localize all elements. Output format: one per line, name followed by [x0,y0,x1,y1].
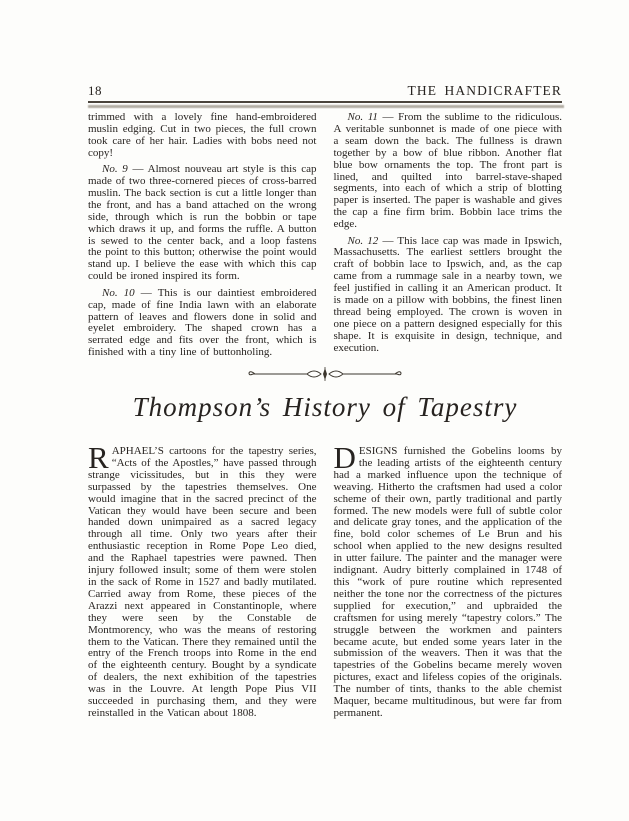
article-left-column [88,440,317,724]
caps-left-column [88,112,317,364]
item-number: No. 12 [347,234,379,247]
caps-article-continuation [88,112,562,364]
item-number: No. 9 [102,163,128,176]
running-header [88,83,562,99]
paragraph-no-12 [334,236,563,355]
paragraph-text: — Almost nouveau art style is this cap made of two three-cornered pieces of cross-barred muslin. The back section is cut a little longer than the front, and has a band attached on the wrong side, through which is run the bobbin or tape which draws it up, and forms the ruffle. A button is sewed to the center back, and a loop fastens the point to this button; otherwise the point would stand up. I believe the ease with which this cap could be ironed inspired its form. [88,163,317,283]
item-number: No. 10 [102,286,135,299]
section-divider [88,366,562,387]
journal-masthead: THE HANDICRAFTER [407,83,562,98]
paragraph-text: ESIGNS furnished the Gobelins looms by the leading artists of the eighteenth century had a marked influence upon the technique of weaving. Hitherto the craftsmen had used a color scheme of their own, partly traditional and partly formed. The new models were full of subtle color and delicate gray tones, and the application of the fine, bold color schemes of Le Brun and his school when applied to the new designs resulted in utter failure. The painter and the manager were indignant. Audry bitterly complained in 1748 of this “work of pure routine which represented neither the tone nor the correctness of the pictures supplied for execution,” and upbraided the craftsmen for using merely “tapestry colors.” The struggle between the workmen and painters became acute, but ended some years later in the submission of the weavers. Then it was that the tapestries of the Gobelins became merely woven pictures, exact and lifeless copies of the originals. The number of tints, thanks to the able chemist Maquer, became multitudinous, but were far from permanent. [333,445,562,719]
paragraph-text: — This is our daintiest embroidered cap, made of fine India lawn with an elaborate pattern of leaves and flowers done in solid and eyelet embroidery. The shaped crown has a serrated edge and fits over the front, which is finished with a tiny line of buttonholing. [88,286,317,359]
dropcap-r: R [88,440,109,475]
paragraph-text: — This lace cap was made in Ipswich, Massachusetts. The earliest settlers brought the craft of bobbin lace to Ipswich, and, as the cap came from a rummage sale in a nearby town, we feel justified in calling it an American product. It is made on a pillow with bobbins, the finest linen thread being employed. The crown is woven in one piece on a pattern designed especially for this shape. It is exquisite in design, technique, and execution. [333,234,563,354]
caps-right-column [334,112,563,364]
page-number: 18 [88,83,102,98]
paragraph-raphael [88,440,317,720]
paragraph-text: — From the sublime to the ridiculous. A veritable sunbonnet is made of one piece with a seam down the back. The fullness is drawn together by a bow of blue ribbon. Another flat blue bow ornaments the top. The front part is lined, and quilted into barrel-stave-shaped segments, into each of which a strip of blotting paper is inserted. The paper is washable and gives the cap a fine firm brim. Bobbin lace trims the edge. [333,111,562,231]
item-number: No. 11 [347,111,378,123]
paragraph-no-11 [334,112,563,231]
paragraph-no-10 [88,288,317,359]
article-right-column [333,440,563,724]
header-rule-thin [88,101,562,103]
paragraph-continuation [88,112,317,160]
paragraph-no-9 [88,164,317,283]
header-rule-thick [88,105,564,108]
paragraph-text: trimmed with a lovely fine hand-embroidered muslin edging. Cut in two pieces, the full crown took care of her hair. Ladies with bobs need not copy! [88,111,317,159]
paragraph-text: APHAEL’S cartoons for the tapestry series, “Acts of the Apostles,” have passed through strange vicissitudes, but in this they were surpassed by the tapestries themselves. One would imagine that in the sacred precinct of the Vatican they would have been secure and been handed down unimpaired as a sacred legacy through all time. Only two years after their enthusiastic reception in Rome Pope Leo died, and the Raphael tapestries were pawned. Then injury followed insult; some of them were stolen in the sack of Rome in 1527 and badly mutilated. Carried away from Rome, these pieces of the Arazzi next appeared in Constantinople, where they were seen by the Constable de Montmorency, who was the means of restoring them to the Vatican. There they remained until the entry of the French troops into Rome in the end of the eighteenth century. Bought by a syndicate of dealers, the next exhibition of the tapestries was in the Louvre. At length Pope Pius VII succeeded in purchasing them, and they were reinstalled in the Vatican about 1808. [88,445,317,719]
dropcap-d: D [333,440,356,475]
article-title: Thompson’s History of Tapestry [132,392,518,422]
tapestry-article-body [88,440,562,724]
divider-ornament-icon [245,366,405,382]
paragraph-designs [333,440,563,720]
